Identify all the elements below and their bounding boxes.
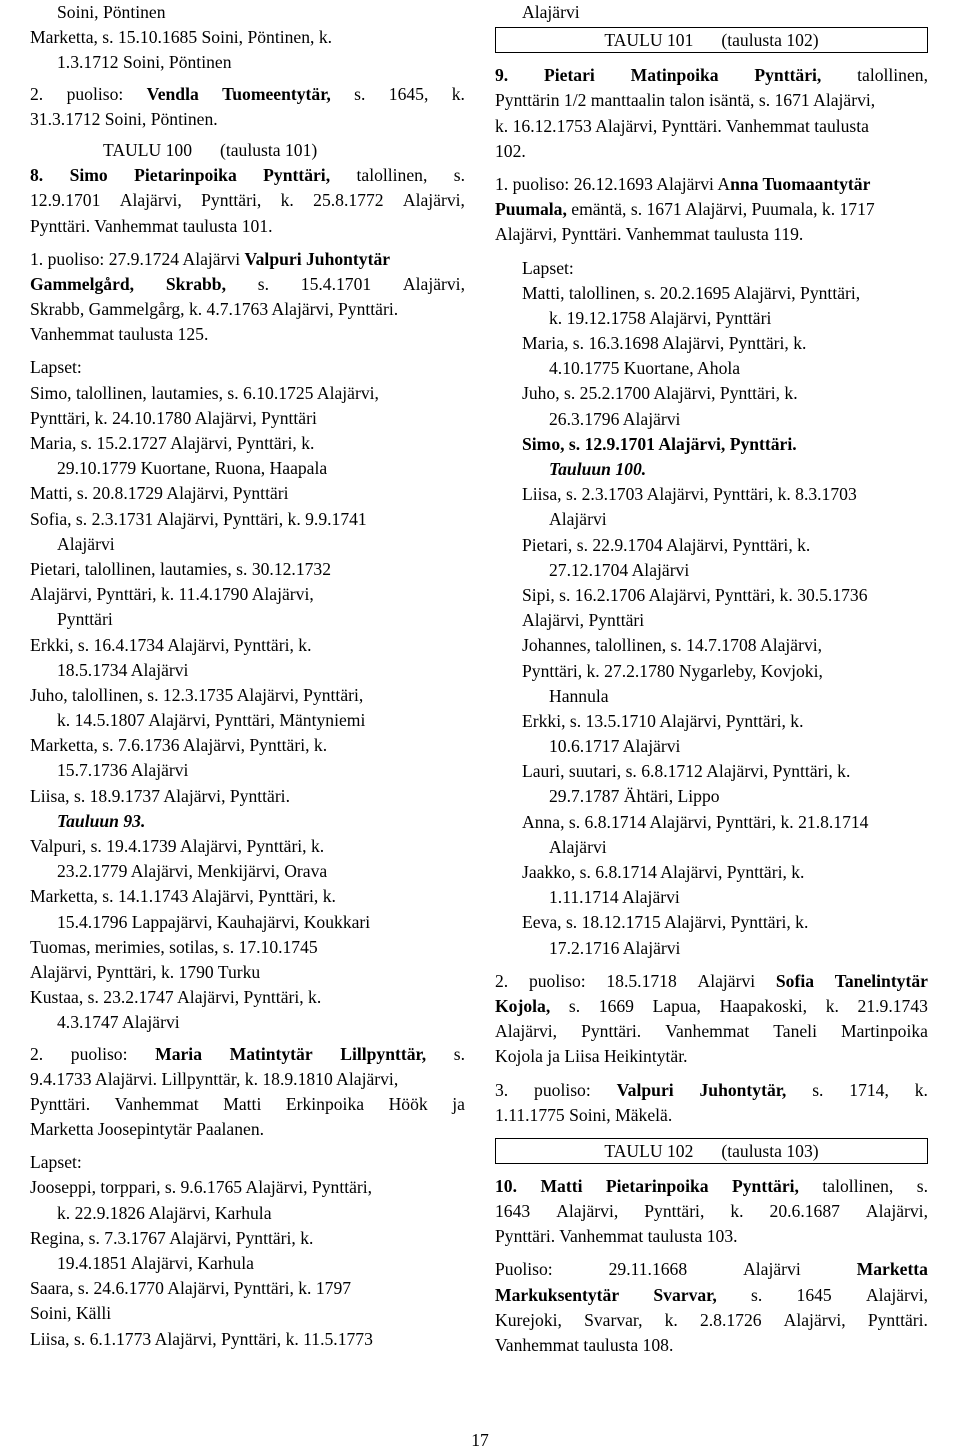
children-label: Lapset: (30, 1152, 82, 1173)
child-entry: Lauri, suutari, s. 6.8.1712 Alajärvi, Pynttäri, k. (522, 761, 851, 782)
child-entry: Simo, s. 12.9.1701 Alajärvi, Pynttäri. (522, 433, 797, 454)
text-line: Alajärvi, Pynttäri. Vanhemmat Taneli Martinpoika (495, 1021, 928, 1042)
child-entry: Simo, talollinen, lautamies, s. 6.10.1725 Alajärvi, (30, 382, 379, 403)
right-column (495, 0, 928, 1358)
text-line: 102. (495, 140, 526, 161)
child-entry-continued: 1.11.1714 Alajärvi (549, 887, 680, 908)
text-line: 1. puoliso: 26.12.1693 Alajärvi Anna Tuomaantytär (495, 173, 871, 194)
text-line: Kojola ja Liisa Heikintytär. (495, 1046, 688, 1067)
text-line: Markuksentytär Svarvar, s. 1645 Alajärvi, (495, 1284, 928, 1305)
child-entry: Saara, s. 24.6.1770 Alajärvi, Pynttäri, k. 1797 (30, 1278, 352, 1299)
child-entry: Jooseppi, torppari, s. 9.6.1765 Alajärvi, Pynttäri, (30, 1177, 373, 1198)
child-entry: Pynttäri, k. 24.10.1780 Alajärvi, Pynttäri (30, 407, 317, 428)
child-entry-continued: 29.10.1779 Kuortane, Ruona, Haapala (57, 458, 328, 479)
text-line: Soini, Pöntinen (57, 2, 166, 22)
child-entry: Juho, talollinen, s. 12.3.1735 Alajärvi, Pynttäri, (30, 684, 364, 705)
child-entry: Erkki, s. 13.5.1710 Alajärvi, Pynttäri, k. (522, 710, 804, 731)
text-line: 12.9.1701 Alajärvi, Pynttäri, k. 25.8.1772 Alajärvi, (30, 190, 465, 211)
child-entry-continued: 15.7.1736 Alajärvi (57, 760, 189, 781)
table-title: TAULU 101 (604, 30, 694, 51)
child-entry: Pietari, s. 22.9.1704 Alajärvi, Pynttäri, k. (522, 534, 811, 555)
child-entry-continued: Alajärvi (57, 533, 115, 554)
child-entry: Soini, Källi (30, 1303, 112, 1324)
child-entry-continued: 4.3.1747 Alajärvi (57, 1012, 180, 1033)
child-entry: Valpuri, s. 19.4.1739 Alajärvi, Pynttäri, k. (30, 836, 325, 856)
child-entry: Matti, s. 20.8.1729 Alajärvi, Pynttäri (30, 483, 289, 504)
child-entry-continued: Tauluun 100. (549, 459, 647, 479)
child-entry-continued: 17.2.1716 Alajärvi (549, 937, 681, 958)
child-entry: Erkki, s. 16.4.1734 Alajärvi, Pynttäri, k. (30, 634, 312, 655)
child-entry: Marketta, s. 14.1.1743 Alajärvi, Pynttäri, k. (30, 886, 336, 907)
child-entry: Marketta, s. 15.10.1685 Soini, Pöntinen, k. (30, 27, 333, 48)
table-reference: (taulusta 102) (721, 30, 819, 51)
child-entry: Pietari, talollinen, lautamies, s. 30.12.1732 (30, 558, 332, 579)
left-column (30, 0, 465, 1352)
table-heading (30, 138, 465, 163)
child-entry: Pynttäri, k. 27.2.1780 Nygarleby, Kovjoki, (522, 660, 823, 681)
table-title: TAULU 102 (604, 1140, 694, 1161)
child-entry: Johannes, talollinen, s. 14.7.1708 Alajärvi, (522, 635, 823, 656)
child-entry-continued: Alajärvi (549, 836, 607, 857)
text-line: Vanhemmat taulusta 125. (30, 324, 209, 345)
child-entry-continued: 18.5.1734 Alajärvi (57, 659, 189, 680)
child-entry: Alajärvi, Pynttäri, k. 1790 Turku (30, 961, 261, 982)
child-entry: Alajärvi, Pynttäri, k. 11.4.1790 Alajärvi, (30, 584, 314, 605)
text-line: Pynttärin 1/2 manttaalin talon isäntä, s. 1671 Alajärvi, (495, 90, 876, 111)
text-line: Skrabb, Gammelgårg, k. 4.7.1763 Alajärvi, Pynttäri. (30, 299, 399, 320)
text-line: 9. Pietari Matinpoika Pynttäri, talollinen, (495, 65, 928, 86)
children-label: Lapset: (522, 257, 574, 278)
text-line: 2. puoliso: Maria Matintytär Lillpynttär, s. (30, 1043, 465, 1064)
child-entry: Tuomas, merimies, sotilas, s. 17.10.1745 (30, 936, 318, 957)
text-line: 3. puoliso: Valpuri Juhontytär, s. 1714, k. (495, 1079, 928, 1100)
child-entry-continued: k. 19.12.1758 Alajärvi, Pynttäri (549, 307, 772, 328)
child-entry: Jaakko, s. 6.8.1714 Alajärvi, Pynttäri, k. (522, 862, 805, 882)
child-entry-continued: 27.12.1704 Alajärvi (549, 559, 690, 580)
child-entry-continued: 23.2.1779 Alajärvi, Menkijärvi, Orava (57, 861, 328, 882)
text-line: 1643 Alajärvi, Pynttäri, k. 20.6.1687 Alajärvi, (495, 1201, 928, 1222)
child-entry: Sofia, s. 2.3.1731 Alajärvi, Pynttäri, k. 9.9.1741 (30, 508, 367, 529)
child-entry: Anna, s. 6.8.1714 Alajärvi, Pynttäri, k. 21.8.1714 (522, 811, 869, 832)
text-line: 31.3.1712 Soini, Pöntinen. (30, 108, 218, 129)
child-entry: Juho, s. 25.2.1700 Alajärvi, Pynttäri, k. (522, 383, 798, 404)
text-line: k. 16.12.1753 Alajärvi, Pynttäri. Vanhemmat taulusta (495, 115, 869, 136)
page-number: 17 (471, 1430, 489, 1450)
child-entry: Matti, talollinen, s. 20.2.1695 Alajärvi, Pynttäri, (522, 282, 861, 303)
child-entry: Maria, s. 16.3.1698 Alajärvi, Pynttäri, k. (522, 333, 807, 354)
child-entry-continued: Pynttäri (57, 609, 113, 630)
child-entry-continued: k. 14.5.1807 Alajärvi, Pynttäri, Mäntyniemi (57, 710, 366, 731)
child-entry: Kustaa, s. 23.2.1747 Alajärvi, Pynttäri, k. (30, 987, 322, 1008)
child-entry-continued: Alajärvi (549, 509, 607, 530)
text-line: Alajärvi (522, 2, 580, 22)
text-line: Alajärvi, Pynttäri. Vanhemmat taulusta 119. (495, 224, 804, 245)
text-line: Vanhemmat taulusta 108. (495, 1335, 674, 1355)
text-line: Pynttäri. Vanhemmat taulusta 103. (495, 1226, 738, 1247)
table-reference: (taulusta 103) (721, 1140, 819, 1161)
child-entry: Alajärvi, Pynttäri (522, 610, 645, 631)
children-label: Lapset: (30, 357, 82, 378)
child-entry-continued: 1.3.1712 Soini, Pöntinen (57, 52, 232, 73)
table-title: TAULU 100 (103, 139, 192, 160)
child-entry: Liisa, s. 18.9.1737 Alajärvi, Pynttäri. (30, 785, 290, 806)
child-entry: Sipi, s. 16.2.1706 Alajärvi, Pynttäri, k. 30.5.1736 (522, 584, 868, 605)
text-line: 10. Matti Pietarinpoika Pynttäri, talollinen, s. (495, 1175, 928, 1196)
text-line: Puumala, emäntä, s. 1671 Alajärvi, Puumala, k. 1717 (495, 199, 875, 220)
child-entry-continued: 19.4.1851 Alajärvi, Karhula (57, 1253, 254, 1273)
table-header-101 (495, 27, 928, 53)
table-header-102 (495, 1138, 928, 1164)
child-entry: Eeva, s. 18.12.1715 Alajärvi, Pynttäri, k. (522, 912, 809, 933)
child-entry-continued: 4.10.1775 Kuortane, Ahola (549, 358, 741, 379)
text-line: Marketta Joosepintytär Paalanen. (30, 1119, 265, 1140)
text-line: Gammelgård, Skrabb, s. 15.4.1701 Alajärvi, (30, 273, 465, 294)
text-line: Puoliso: 29.11.1668 Alajärvi Marketta (495, 1259, 928, 1280)
text-line: Pynttäri. Vanhemmat taulusta 101. (30, 215, 273, 236)
table-reference: (taulusta 101) (220, 139, 318, 160)
text-line: 8. Simo Pietarinpoika Pynttäri, talollinen, s. (30, 165, 465, 186)
child-entry-continued: k. 22.9.1826 Alajärvi, Karhula (57, 1202, 272, 1223)
child-entry: Marketta, s. 7.6.1736 Alajärvi, Pynttäri, k. (30, 735, 328, 756)
text-line: 1.11.1775 Soini, Mäkelä. (495, 1104, 673, 1125)
text-line: 2. puoliso: Vendla Tuomeentytär, s. 1645, k. (30, 83, 465, 104)
child-entry-continued: Tauluun 93. (57, 810, 146, 831)
child-entry: Regina, s. 7.3.1767 Alajärvi, Pynttäri, k. (30, 1227, 314, 1248)
text-line: 1. puoliso: 27.9.1724 Alajärvi Valpuri Juhontytär (30, 248, 391, 269)
text-line: Kojola, s. 1669 Lapua, Haapakoski, k. 21.9.1743 (495, 995, 928, 1016)
text-line: 2. puoliso: 18.5.1718 Alajärvi Sofia Tanelintytär (495, 970, 928, 991)
child-entry-continued: 15.4.1796 Lappajärvi, Kauhajärvi, Koukkari (57, 911, 371, 932)
child-entry: Maria, s. 15.2.1727 Alajärvi, Pynttäri, k. (30, 433, 315, 453)
child-entry: Liisa, s. 6.1.1773 Alajärvi, Pynttäri, k. 11.5.1773 (30, 1328, 373, 1349)
child-entry-continued: Hannula (549, 685, 609, 706)
text-line: Kurejoki, Svarvar, k. 2.8.1726 Alajärvi, Pynttäri. (495, 1309, 928, 1330)
child-entry: Liisa, s. 2.3.1703 Alajärvi, Pynttäri, k. 8.3.1703 (522, 484, 857, 505)
child-entry-continued: 26.3.1796 Alajärvi (549, 408, 681, 429)
text-line: Pynttäri. Vanhemmat Matti Erkinpoika Höök ja (30, 1093, 465, 1114)
child-entry-continued: 29.7.1787 Ähtäri, Lippo (549, 786, 720, 807)
text-line: 9.4.1733 Alajärvi. Lillpynttär, k. 18.9.1810 Alajärvi, (30, 1068, 399, 1089)
child-entry-continued: 10.6.1717 Alajärvi (549, 736, 681, 757)
